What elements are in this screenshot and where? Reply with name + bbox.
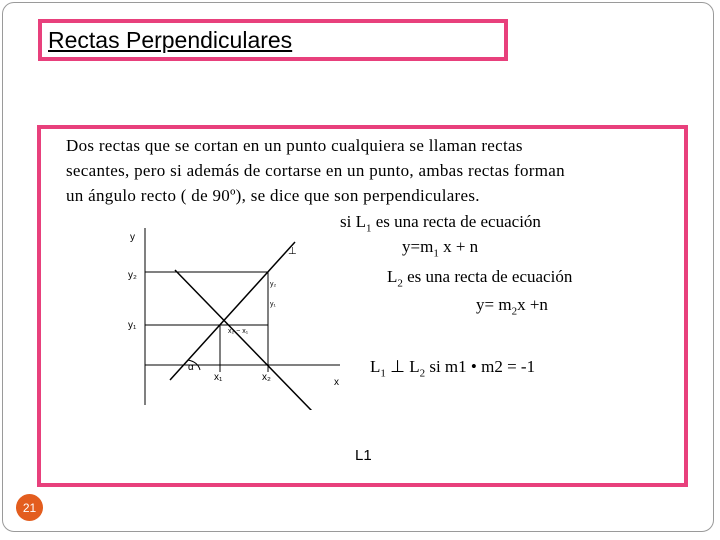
line-diagram	[100, 220, 360, 410]
eq-l1f-post: x + n	[438, 237, 479, 256]
eq-l1-sub: 1	[365, 222, 372, 235]
cond-perp: ⊥	[385, 357, 410, 376]
x1-label: x₁	[214, 372, 223, 383]
paragraph-line-1: Dos rectas que se cortan en un punto cualquiera se llaman rectas	[66, 136, 523, 155]
line-l1-label: L1	[355, 447, 372, 464]
eq-l1f-sub: 1	[433, 247, 439, 260]
delta-x-label: x₂ − x₁	[228, 328, 249, 335]
small-y2-label: y₂	[270, 281, 277, 288]
eq-l1f-pre: y=m	[402, 237, 434, 256]
y-axis-label: y	[130, 232, 135, 243]
small-y1-label: y₁	[270, 301, 276, 308]
paragraph-line-2: secantes, pero si además de cortarse en un punto, ambas rectas forman	[66, 161, 565, 180]
eq-l2-post: es una recta de ecuación	[402, 267, 573, 286]
eq-l2f-pre: y= m	[476, 295, 512, 314]
eq-l2f-sub: 2	[511, 305, 518, 318]
x-axis-label: x	[334, 377, 339, 388]
equation-l1-formula	[402, 237, 478, 259]
eq-l2f-post: x +n	[517, 295, 548, 314]
x2-label: x₂	[262, 372, 271, 383]
perpendicular-condition	[370, 357, 535, 379]
equation-l2-formula	[476, 295, 548, 317]
cond-sub2: 2	[419, 367, 426, 380]
alpha-label: α	[188, 362, 194, 373]
line-l1	[175, 270, 345, 410]
perp-mark: ⊥	[288, 246, 297, 257]
cond-sub1: 1	[380, 367, 386, 380]
page-title: Rectas Perpendiculares	[48, 27, 293, 53]
paragraph-line-3: un ángulo recto ( de 90º), se dice que son perpendiculares.	[66, 186, 480, 205]
eq-l2-pre: L	[387, 267, 398, 286]
eq-l2-sub: 2	[397, 277, 403, 290]
page-number-badge: 21	[16, 494, 43, 521]
y2-label: y₂	[128, 270, 137, 281]
definition-paragraph	[66, 133, 681, 208]
equation-l2-text	[387, 267, 572, 289]
eq-l1-post: es una recta de ecuación	[371, 212, 541, 231]
cond-post: si m1 • m2 = -1	[425, 357, 536, 376]
y1-label: y₁	[128, 320, 137, 331]
equation-l1-text	[340, 212, 541, 234]
cond-l2: L	[409, 357, 420, 376]
title-box	[38, 19, 508, 61]
line-l2	[170, 242, 295, 380]
eq-l1-pre: si L	[340, 212, 366, 231]
cond-pre: L	[370, 357, 381, 376]
